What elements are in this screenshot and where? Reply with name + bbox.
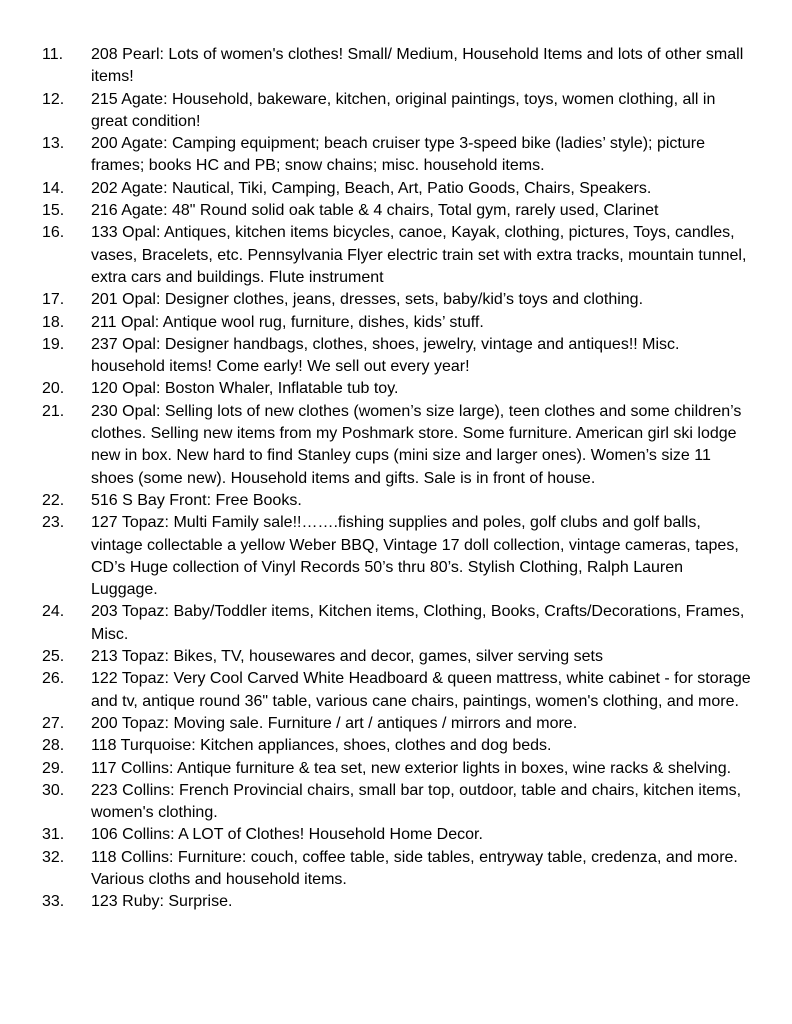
item-number: 22. bbox=[42, 491, 65, 509]
item-text: 216 Agate: 48" Round solid oak table & 4 chairs, Total gym, rarely used, Clarinet bbox=[91, 202, 659, 220]
item-number: 15. bbox=[42, 202, 65, 220]
item-text: 133 Opal: Antiques, kitchen items bicycles, canoe, Kayak, clothing, pictures, Toys, candles, vases, Bracelets, etc. Pennsylvania Flyer electric train set with extra tracks, mountain tunnel, extra cars and buildings. Flute instrument bbox=[91, 224, 747, 286]
list-item bbox=[0, 780, 792, 825]
list-item bbox=[0, 668, 792, 713]
item-text: 118 Collins: Furniture: couch, coffee table, side tables, entryway table, credenza, and more. Various cloths and household items. bbox=[91, 848, 738, 888]
item-number: 17. bbox=[42, 291, 65, 309]
item-number: 21. bbox=[42, 402, 65, 420]
item-number: 32. bbox=[42, 848, 65, 866]
item-text: 516 S Bay Front: Free Books. bbox=[91, 491, 302, 509]
item-text: 223 Collins: French Provincial chairs, small bar top, outdoor, table and chairs, kitchen items, women's clothing. bbox=[91, 781, 742, 822]
item-text: 211 Opal: Antique wool rug, furniture, dishes, kids’ stuff. bbox=[91, 313, 484, 331]
item-number: 16. bbox=[42, 224, 65, 242]
item-text: 200 Topaz: Moving sale. Furniture / art / antiques / mirrors and more. bbox=[91, 714, 578, 732]
item-number: 31. bbox=[42, 826, 65, 844]
item-text: 120 Opal: Boston Whaler, Inflatable tub toy. bbox=[91, 380, 399, 398]
item-number: 14. bbox=[42, 179, 65, 197]
item-text: 237 Opal: Designer handbags, clothes, shoes, jewelry, vintage and antiques!! Misc. household items! Come early! We sell out every year! bbox=[91, 335, 680, 376]
item-text: 117 Collins: Antique furniture & tea set, new exterior lights in boxes, wine racks & shelving. bbox=[91, 759, 732, 777]
list-item bbox=[0, 758, 792, 780]
item-text: 123 Ruby: Surprise. bbox=[91, 893, 233, 911]
item-text: 202 Agate: Nautical, Tiki, Camping, Beach, Art, Patio Goods, Chairs, Speakers. bbox=[91, 179, 652, 197]
item-number: 23. bbox=[42, 514, 65, 532]
list-item bbox=[0, 200, 792, 222]
item-number: 11. bbox=[42, 46, 64, 63]
item-number: 25. bbox=[42, 648, 65, 666]
item-number: 28. bbox=[42, 737, 65, 755]
item-number: 12. bbox=[42, 90, 65, 108]
list-item bbox=[0, 735, 792, 757]
list-item bbox=[0, 713, 792, 735]
item-number: 26. bbox=[42, 670, 65, 688]
list-item bbox=[0, 89, 792, 134]
list-item bbox=[0, 44, 792, 89]
item-number: 13. bbox=[42, 135, 65, 153]
item-text: 215 Agate: Household, bakeware, kitchen, original paintings, toys, women clothing, all in great condition! bbox=[91, 90, 716, 130]
list-item bbox=[0, 490, 792, 512]
list-item bbox=[0, 601, 792, 646]
item-number: 24. bbox=[42, 603, 65, 621]
item-number: 27. bbox=[42, 714, 65, 732]
item-number: 33. bbox=[42, 893, 65, 911]
item-number: 30. bbox=[42, 781, 65, 799]
item-number: 29. bbox=[42, 759, 65, 777]
list-item bbox=[0, 646, 792, 668]
list-item bbox=[0, 512, 792, 601]
item-text: 106 Collins: A LOT of Clothes! Household Home Decor. bbox=[91, 826, 483, 844]
item-text: 122 Topaz: Very Cool Carved White Headboard & queen mattress, white cabinet - for storage and tv, antique round 36" table, various cane chairs, paintings, women's clothing, and more. bbox=[91, 670, 751, 710]
list-item bbox=[0, 133, 792, 178]
list-item bbox=[0, 178, 792, 200]
list-item bbox=[0, 847, 792, 892]
list-item bbox=[0, 222, 792, 289]
list-item bbox=[0, 334, 792, 379]
item-text: 230 Opal: Selling lots of new clothes (women’s size large), teen clothes and some children’s clothes. Selling new items from my Poshmark store. Some furniture. American girl ski lodge new in box. New hard to find Stanley cups (mini size and larger ones). Women’s size 11 shoes (some new). Household items and gifts. Sale is in front of house. bbox=[91, 402, 742, 487]
item-text: 208 Pearl: Lots of women's clothes! Small/ Medium, Household Items and lots of other small items! bbox=[91, 46, 744, 86]
list-item bbox=[0, 289, 792, 311]
list-item bbox=[0, 891, 792, 913]
item-number: 18. bbox=[42, 313, 65, 331]
item-text: 203 Topaz: Baby/Toddler items, Kitchen items, Clothing, Books, Crafts/Decorations, Frames, Misc. bbox=[91, 603, 745, 643]
item-text: 127 Topaz: Multi Family sale!!…….fishing supplies and poles, golf clubs and golf balls, vintage collectable a yellow Weber BBQ, Vintage 17 doll collection, vintage cameras, tapes, CD’s Huge collection of Vinyl Records 50’s thru 80’s. Stylish Clothing, Ralph Lauren Luggage. bbox=[91, 514, 739, 599]
item-number: 19. bbox=[42, 335, 65, 353]
item-text: 118 Turquoise: Kitchen appliances, shoes, clothes and dog beds. bbox=[91, 737, 552, 755]
item-number: 20. bbox=[42, 380, 65, 398]
list-item bbox=[0, 401, 792, 490]
list-item bbox=[0, 378, 792, 400]
sale-list bbox=[0, 44, 792, 914]
list-item bbox=[0, 824, 792, 846]
list-item bbox=[0, 312, 792, 334]
item-text: 200 Agate: Camping equipment; beach cruiser type 3-speed bike (ladies’ style); picture frames; books HC and PB; snow chains; misc. household items. bbox=[91, 135, 705, 175]
item-text: 201 Opal: Designer clothes, jeans, dresses, sets, baby/kid’s toys and clothing. bbox=[91, 291, 644, 309]
item-text: 213 Topaz: Bikes, TV, housewares and decor, games, silver serving sets bbox=[91, 648, 603, 666]
